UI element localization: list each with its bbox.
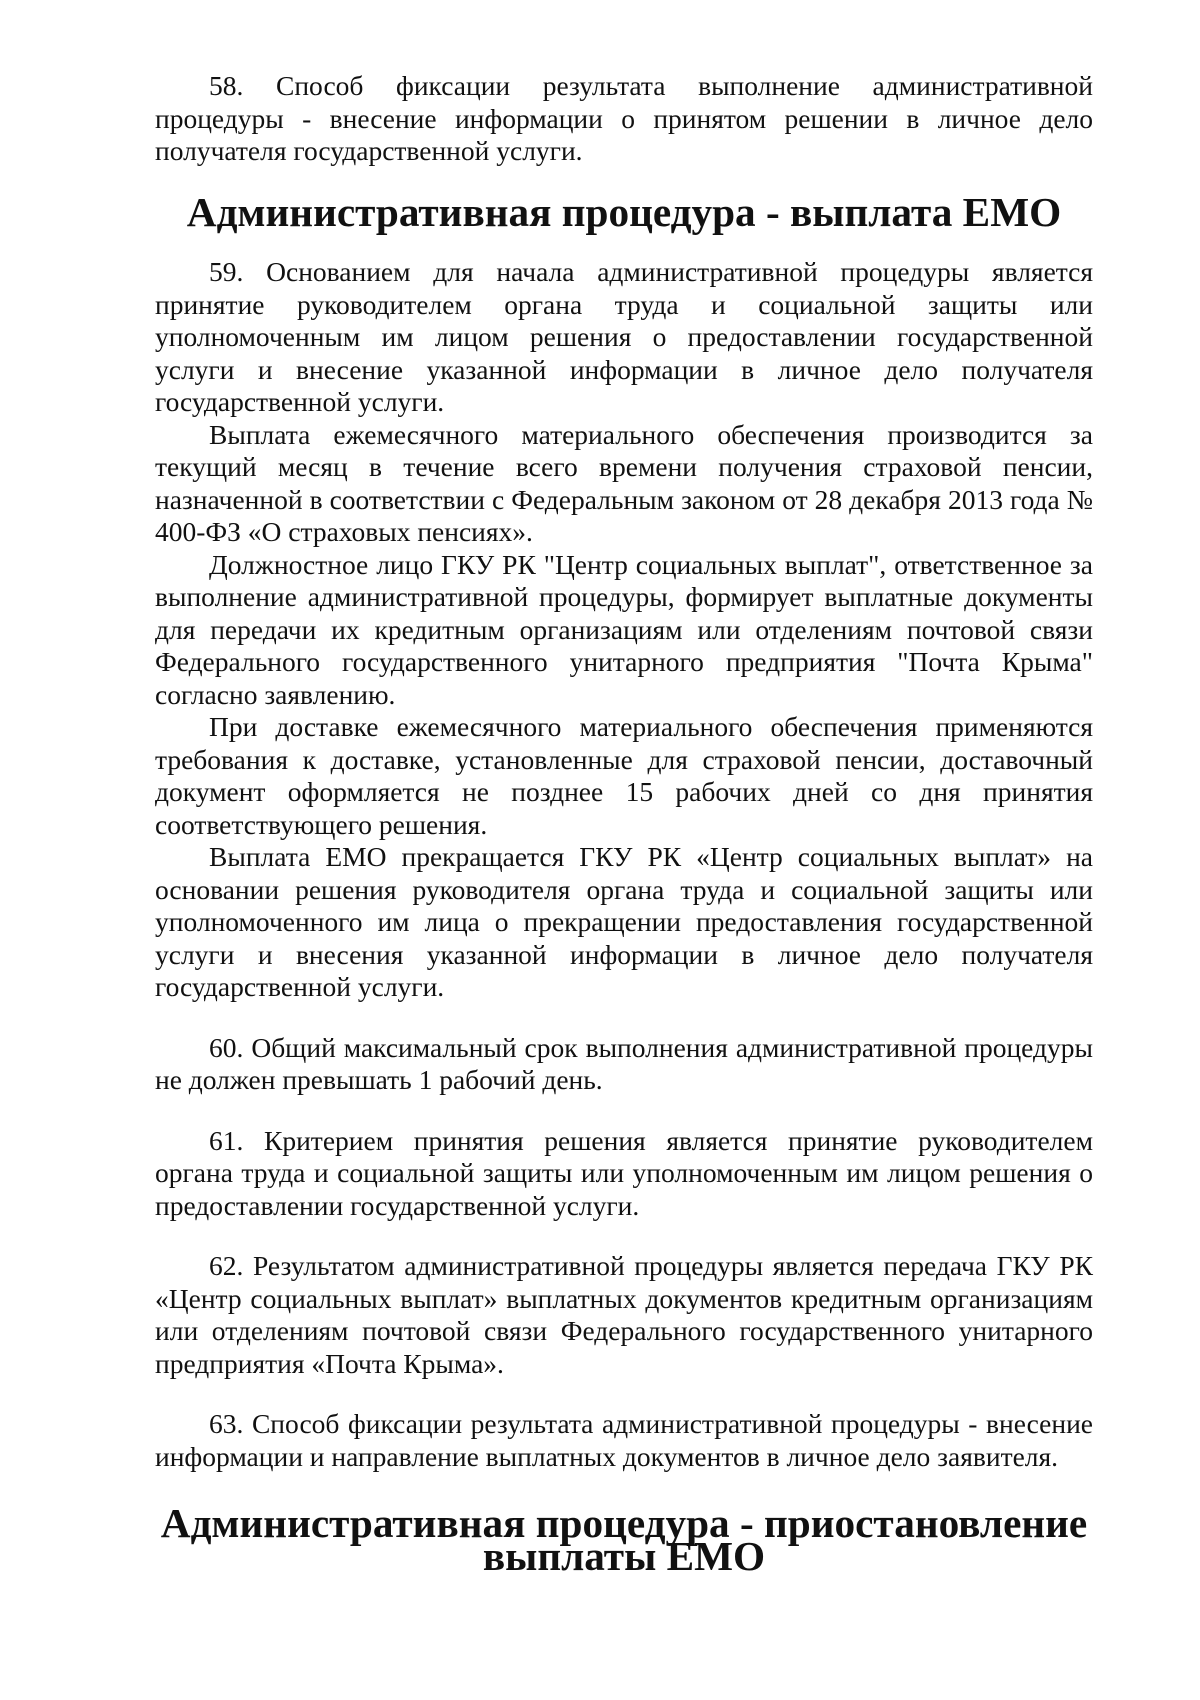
section-heading-suspension: Административная процедура - приостановление выплаты ЕМО [160, 1500, 1088, 1579]
section-heading-payment: Административная процедура - выплата ЕМО [186, 188, 1062, 235]
paragraph-60: 60. Общий максимальный срок выполнения административной процедуры не должен превышать 1 рабочий день. [155, 1031, 1093, 1095]
paragraph-59-basis: 59. Основанием для начала административной процедуры является принятие руководителем органа труда и социальной защиты или уполномоченным им лицом решения о предоставлении государственной услуги и внесение указанной информации в личное дело получателя государственной услуги. [155, 256, 1093, 417]
paragraph-63: 63. Способ фиксации результата административной процедуры - внесение информации и направление выплатных документов в личное дело заявителя. [155, 1408, 1093, 1472]
document-page [155, 70, 1093, 1579]
paragraph-59-termination: Выплата ЕМО прекращается ГКУ РК «Центр социальных выплат» на основании решения руководителя органа труда и социальной защиты или уполномоченного им лица о прекращении предоставления государственной услуги и внесения указанной информации в личное дело получателя государственной услуги. [155, 841, 1093, 1002]
paragraph-59-payment-period: Выплата ежемесячного материального обеспечения производится за текущий месяц в течение всего времени получения страховой пенсии, назначенной в соответствии с Федеральным законом от 28 декабря 2013 года № 400-ФЗ «О страховых пенсиях». [155, 418, 1093, 547]
paragraph-61: 61. Критерием принятия решения является принятие руководителем органа труда и социальной защиты или уполномоченным им лицом решения о предоставлении государственной услуги. [155, 1124, 1093, 1221]
paragraph-59-responsible-official: Должностное лицо ГКУ РК "Центр социальных выплат", ответственное за выполнение административной процедуры, формирует выплатные документы для передачи их кредитным организациям или отделениям почтовой связи Федерального государственного унитарного предприятия "Почта Крыма" согласно заявлению. [155, 548, 1093, 710]
paragraph-62: 62. Результатом административной процедуры является передача ГКУ РК «Центр социальных выплат» выплатных документов кредитным организациям или отделениям почтовой связи Федерального государственного унитарного предприятия «Почта Крыма». [155, 1250, 1093, 1379]
paragraph-59-delivery: При доставке ежемесячного материального обеспечения применяются требования к доставке, установленные для страховой пенсии, доставочный документ оформляется не позднее 15 рабочих дней со дня принятия соответствующего решения. [155, 711, 1093, 840]
paragraph-58: 58. Способ фиксации результата выполнение административной процедуры - внесение информации о принятом решении в личное дело получателя государственной услуги. [155, 70, 1093, 166]
